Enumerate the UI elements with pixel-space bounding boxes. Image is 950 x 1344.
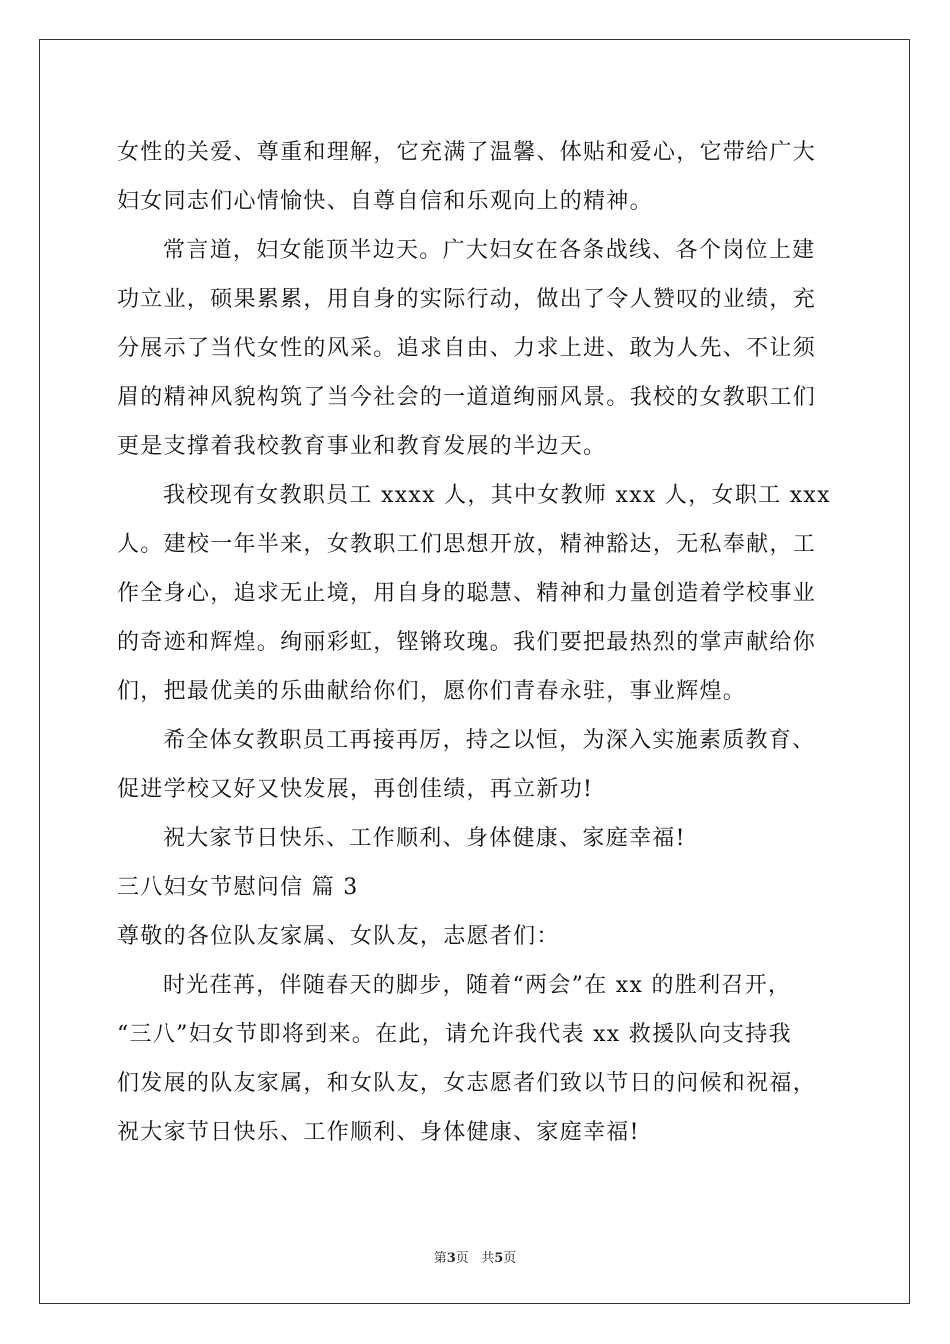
- text-line: 分展示了当代女性的风采。追求自由、力求上进、敢为人先、不让须: [117, 336, 817, 361]
- paragraph-6: [117, 961, 837, 1157]
- total-pages: 5: [494, 1251, 504, 1266]
- text-line: 女性的关爱、尊重和理解，它充满了温馨、体贴和爱心，它带给广大: [117, 140, 817, 165]
- paragraph-4: [117, 716, 837, 814]
- text-line: 作全身心，追求无止境，用自身的聪慧、精神和力量创造着学校事业: [117, 581, 817, 606]
- paragraph-1: [117, 128, 837, 226]
- text-line: 祝大家节日快乐、工作顺利、身体健康、家庭幸福!: [117, 1120, 640, 1145]
- text-line: 们，把最优美的乐曲献给你们，愿你们青春永驻，事业辉煌。: [117, 679, 747, 704]
- text-line: 祝大家节日快乐、工作顺利、身体健康、家庭幸福!: [163, 826, 686, 851]
- paragraph-5: [117, 814, 837, 863]
- text-line: 功立业，硕果累累，用自身的实际行动，做出了令人赞叹的业绩，充: [117, 287, 817, 312]
- text-line: 人。建校一年半来，女教职工们思想开放，精神豁达，无私奉献，工: [117, 532, 817, 557]
- document-body: [117, 128, 837, 1157]
- text-line: 更是支撑着我校教育事业和教育发展的半边天。: [117, 434, 607, 459]
- total-suffix: 页: [503, 1251, 517, 1266]
- text-line: 的奇迹和辉煌。绚丽彩虹，铿锵玫瑰。我们要把最热烈的掌声献给你: [117, 630, 817, 655]
- salutation: 尊敬的各位队友家属、女队友，志愿者们：: [117, 924, 560, 949]
- total-prefix: 共: [481, 1251, 495, 1266]
- text-line: 常言道，妇女能顶半边天。广大妇女在各条战线、各个岗位上建: [163, 238, 816, 263]
- paragraph-3: [117, 471, 837, 716]
- paragraph-2: [117, 226, 837, 471]
- text-line: 我校现有女教职员工 xxxx 人，其中女教师 xxx 人，女职工 xxx: [163, 483, 831, 508]
- page-suffix: 页: [455, 1251, 469, 1266]
- page-prefix: 第: [433, 1251, 447, 1266]
- text-line: 们发展的队友家属，和女队友，女志愿者们致以节日的问候和祝福，: [117, 1071, 817, 1096]
- text-line: 眉的精神风貌构筑了当今社会的一道道绚丽风景。我校的女教职工们: [117, 385, 817, 410]
- text-line: 妇女同志们心情愉快、自尊自信和乐观向上的精神。: [117, 189, 653, 214]
- page-footer: [0, 1247, 950, 1266]
- section-title: 三八妇女节慰问信 篇 3: [117, 875, 359, 900]
- text-line: 促进学校又好又快发展，再创佳绩，再立新功!: [117, 777, 594, 802]
- text-line: “三八”妇女节即将到来。在此，请允许我代表 xx 救援队向支持我: [117, 1022, 792, 1047]
- text-line: 希全体女教职员工再接再厉，持之以恒，为深入实施素质教育、: [163, 728, 816, 753]
- page-number: 3: [446, 1251, 456, 1266]
- text-line: 时光荏苒，伴随春天的脚步，随着“两会”在 xx 的胜利召开，: [163, 973, 792, 998]
